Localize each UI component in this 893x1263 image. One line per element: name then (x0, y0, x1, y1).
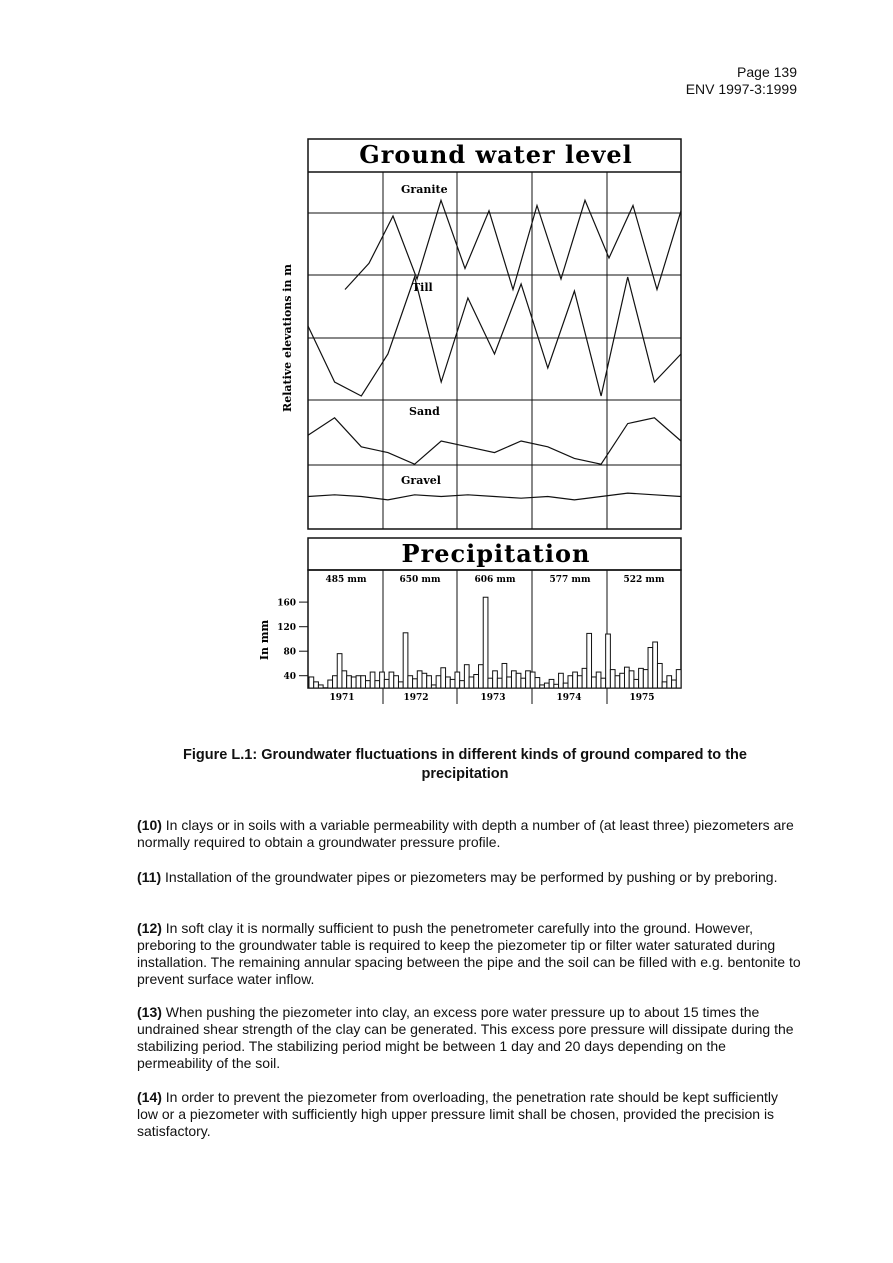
precip-bar (521, 678, 526, 688)
precip-bar (398, 682, 403, 688)
precip-bar (450, 679, 455, 688)
precip-bar (370, 672, 375, 688)
precip-bar (643, 670, 648, 688)
precip-bar (389, 672, 394, 688)
precip-bar (394, 676, 399, 688)
year-label-1974: 1974 (556, 693, 582, 703)
precip-bar (629, 671, 634, 688)
precip-bar (328, 680, 333, 688)
precip-bar (653, 642, 658, 688)
precip-bar (606, 634, 611, 688)
precip-bar (610, 670, 615, 688)
precip-bar (469, 677, 474, 688)
precip-bar (582, 668, 587, 688)
precip-bar (634, 679, 639, 688)
precip-bar (417, 671, 422, 688)
precip-bar (375, 681, 380, 688)
gw-title: Ground water level (359, 140, 633, 169)
precip-bar (403, 633, 408, 688)
precip-bar (563, 683, 568, 688)
gw-series-granite (345, 200, 681, 289)
precip-bar (427, 676, 432, 688)
annual-total-1971: 485 mm (325, 575, 367, 585)
precip-bar (662, 682, 667, 688)
gw-series-till (308, 277, 681, 396)
precip-bar (573, 672, 578, 688)
precip-bar (408, 676, 413, 688)
precip-bar (511, 671, 516, 688)
year-label-1975: 1975 (629, 693, 655, 703)
precip-bar (544, 683, 549, 688)
precip-bar (615, 676, 620, 688)
precip-bar (441, 668, 446, 688)
paragraph-text: When pushing the piezometer into clay, an excess pore water pressure up to about 15 times the undrained shear strength of the clay can be generated. This excess pore pressure will dissipate during the stabilizing period. The stabilizing period might be between 1 day and 20 days depending on the permeability of the soil. (137, 1004, 794, 1071)
paragraph-number: (11) (137, 869, 162, 885)
precip-bar (526, 671, 531, 688)
precip-bar (314, 682, 319, 688)
precip-bar (497, 678, 502, 688)
precip-bar (639, 668, 644, 688)
paragraph-text: In order to prevent the piezometer from overloading, the penetration rate should be kept sufficiently low or a piezometer with sufficiently high upper pressure limit shall be chosen, provided the precision is satisfactory. (137, 1089, 779, 1139)
annual-total-1974: 577 mm (549, 575, 591, 585)
paragraph-number: (12) (137, 920, 162, 936)
page-number: Page 139 (737, 64, 797, 80)
precip-bar (479, 665, 484, 688)
precip-bar (549, 679, 554, 688)
paragraph-text: In clays or in soils with a variable permeability with depth a number of (at least three) piezometers are normally required to obtain a groundwater pressure profile. (137, 817, 794, 850)
paragraph-12 (137, 920, 801, 988)
precip-bar (361, 676, 366, 688)
precip-bar (530, 672, 535, 688)
annual-total-1975: 522 mm (623, 575, 665, 585)
precip-bar (577, 676, 582, 688)
precip-bar (413, 679, 418, 688)
paragraph-14 (137, 1089, 801, 1140)
gw-y-axis-label: Relative elevations in m (281, 264, 294, 412)
gw-grid (308, 172, 681, 529)
precip-bar (318, 685, 323, 688)
gw-series-sand (308, 418, 681, 464)
gw-outer-frame (308, 139, 681, 529)
precip-bar (464, 665, 469, 688)
precip-bar (366, 681, 371, 688)
precip-tick-label: 80 (283, 647, 296, 658)
precip-bar (380, 672, 385, 688)
precip-tick-label: 40 (283, 672, 296, 683)
precip-bar (483, 597, 488, 688)
precip-bar (620, 673, 625, 688)
precip-bar (587, 633, 592, 688)
precip-tick-label: 120 (277, 623, 296, 634)
paragraph-text: In soft clay it is normally sufficient to push the penetrometer carefully into the ground. However, preboring to the groundwater table is required to keep the piezometer tip or filter water saturated during installation. The remaining annular spacing between the pipe and the soil can be filled with e.g. bentonite to prevent surface water inflow. (137, 920, 801, 987)
precip-bar (624, 667, 629, 688)
precip-bar (351, 677, 356, 688)
precip-y-label: In mm (258, 619, 271, 661)
precip-bar (601, 678, 606, 688)
precip-bar (667, 676, 672, 688)
paragraph-13 (137, 1004, 801, 1072)
precip-bar (507, 677, 512, 688)
precip-bar (493, 671, 498, 688)
precip-bar (672, 680, 677, 688)
paragraph-number: (10) (137, 817, 162, 833)
precip-bar (657, 663, 662, 688)
figure-caption: Figure L.1: Groundwater fluctuations in different kinds of ground compared to the precipitation (183, 747, 747, 782)
precip-bar (436, 676, 441, 688)
precip-bar (648, 648, 653, 688)
panel-label-till: Till (412, 281, 433, 294)
precip-bar (460, 681, 465, 688)
paragraph-number: (13) (137, 1004, 162, 1020)
precip-bar (337, 654, 342, 688)
precip-bar (540, 685, 545, 688)
precip-bar (568, 676, 573, 688)
precip-bar (516, 673, 521, 688)
precip-bar (502, 663, 507, 688)
precip-bar (535, 678, 540, 688)
annual-total-1972: 650 mm (399, 575, 441, 585)
gw-series-gravel (308, 493, 681, 500)
precip-title: Precipitation (401, 539, 591, 568)
year-label-1973: 1973 (480, 693, 506, 703)
panel-label-sand: Sand (409, 405, 440, 418)
precip-bar (342, 671, 347, 688)
precip-bar (596, 672, 601, 688)
document-reference: ENV 1997-3:1999 (685, 81, 797, 97)
year-label-1972: 1972 (403, 693, 429, 703)
panel-label-granite: Granite (401, 183, 448, 196)
paragraph-number: (14) (137, 1089, 162, 1105)
precip-bar (559, 673, 564, 688)
precip-bar (446, 677, 451, 688)
precip-bar (422, 673, 427, 688)
precip-bar (347, 676, 352, 688)
precip-bar (309, 677, 314, 688)
panel-label-gravel: Gravel (401, 474, 441, 487)
gw-lines (308, 200, 681, 500)
precip-bar (333, 676, 338, 688)
precip-bar (488, 678, 493, 688)
precip-bar (356, 676, 361, 688)
precip-bar (676, 670, 681, 688)
precip-bar (431, 685, 436, 688)
annual-total-1973: 606 mm (474, 575, 516, 585)
precip-bar (384, 679, 389, 688)
precip-bars (309, 597, 681, 688)
precip-axis (277, 599, 308, 683)
paragraph-10 (137, 817, 801, 851)
paragraph-text: Installation of the groundwater pipes or piezometers may be performed by pushing or by preboring. (165, 869, 778, 885)
precip-bar (554, 684, 559, 688)
precip-bar (455, 672, 460, 688)
precip-bar (474, 675, 479, 688)
year-label-1971: 1971 (329, 693, 355, 703)
precip-bar (592, 677, 597, 688)
precip-tick-label: 160 (277, 598, 296, 609)
paragraph-11 (137, 869, 801, 886)
